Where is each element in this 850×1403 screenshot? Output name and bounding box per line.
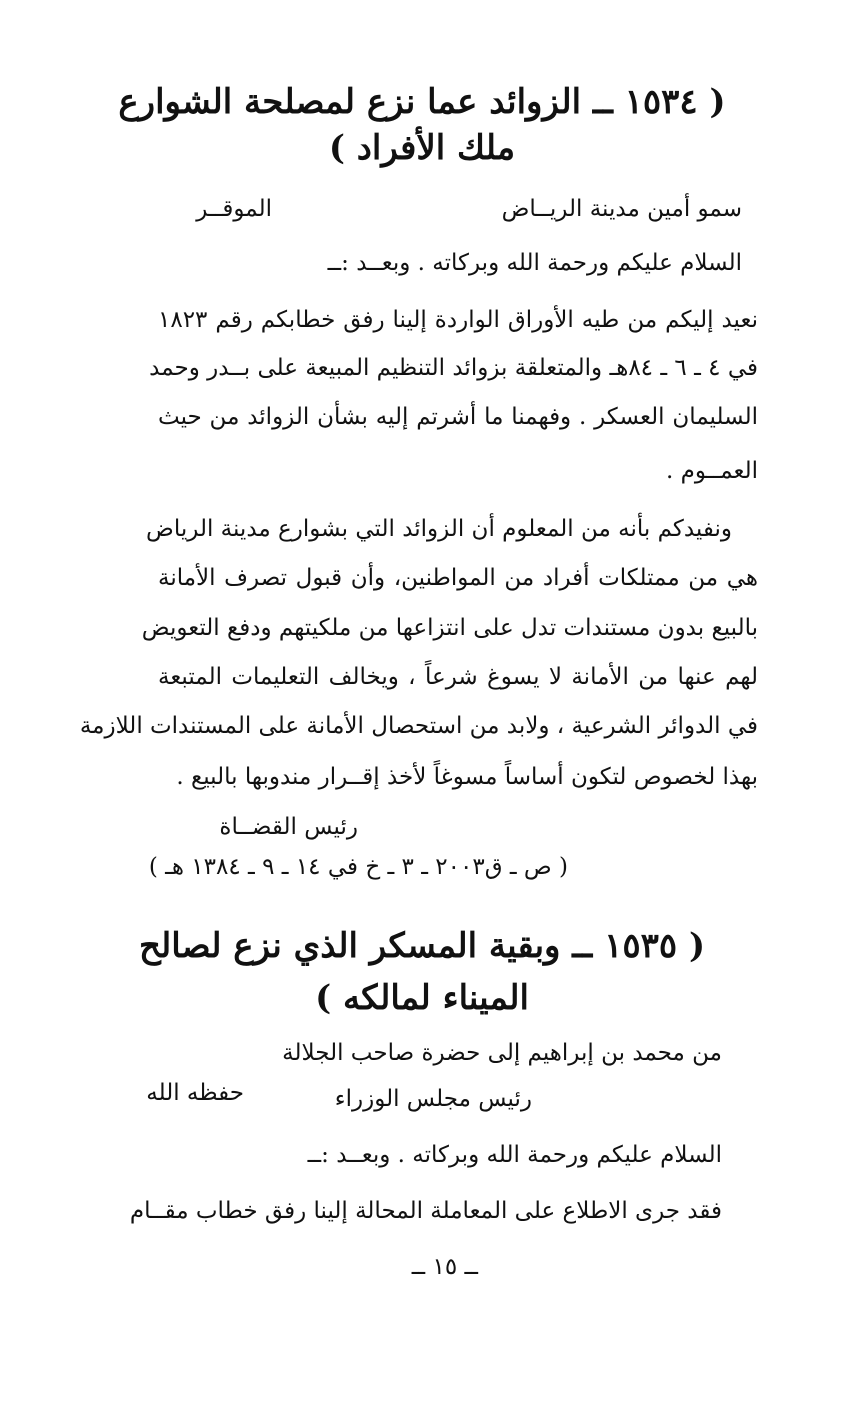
addressee: سمو أمين مدينة الريــاض: [501, 196, 742, 222]
paragraph-line: في ٤ ـ ٦ ـ ٨٤هـ والمتعلقة بزوائد التنظيم المبيعة على بــدر وحمد: [149, 355, 758, 381]
to-line: رئيس مجلس الوزراء: [334, 1086, 532, 1112]
paragraph-line: العمــوم .: [665, 458, 758, 484]
from-line: من محمد بن إبراهيم إلى حضرة صاحب الجلالة: [282, 1040, 722, 1066]
paragraph-line: بهذا لخصوص لتكون أساساً مسوغاً لأخذ إقــرار مندوبها بالبيع .: [176, 764, 758, 790]
paragraph-line: نعيد إليكم من طيه الأوراق الواردة إلينا رفق خطابكم رقم ١٨٢٣: [158, 307, 758, 333]
blessing: حفظه الله: [146, 1080, 244, 1106]
honorific: الموقــر: [196, 196, 272, 222]
paragraph-line: السليمان العسكر . وفهمنا ما أشرتم إليه بشأن الزوائد من حيث: [158, 404, 758, 430]
paragraph-line: بالبيع بدون مستندات تدل على انتزاعها من ملكيتهم ودفع التعويض: [141, 615, 758, 641]
section-1535-title-line2: الميناء لمالكه ): [315, 978, 529, 1018]
paragraph-line: فقد جرى الاطلاع على المعاملة المحالة إلينا رفق خطاب مقــام: [129, 1198, 722, 1224]
paragraph-line: هي من ممتلكات أفراد من المواطنين، وأن قبول تصرف الأمانة: [158, 565, 758, 591]
paragraph-line: لهم عنها من الأمانة لا يسوغ شرعاً ، ويخالف التعليمات المتبعة: [158, 664, 758, 690]
paragraph-line: في الدوائر الشرعية ، ولابد من استحصال الأمانة على المستندات اللازمة: [79, 713, 758, 739]
page-number: ــ ١٥ ــ: [411, 1254, 478, 1280]
paragraph-line: ونفيدكم بأنه من المعلوم أن الزوائد التي بشوارع مدينة الرياض: [146, 516, 732, 542]
section-1535-title-line1: ( ١٥٣٥ ــ وبقية المسكر الذي نزع لصالح: [138, 926, 706, 966]
greeting: السلام عليكم ورحمة الله وبركاته . وبعــد :ــ: [307, 1142, 722, 1168]
signature: رئيس القضــاة: [219, 814, 358, 840]
greeting: السلام عليكم ورحمة الله وبركاته . وبعــد :ــ: [327, 250, 742, 276]
section-1534-title-line2: ملك الأفراد ): [328, 128, 516, 168]
section-1534-title-line1: ( ١٥٣٤ ــ الزوائد عما نزع لمصلحة الشوارع: [118, 82, 726, 122]
reference: ( ص ـ ق٢٠٠٣ ـ ٣ ـ خ في ١٤ ـ ٩ ـ ١٣٨٤ هـ ): [148, 854, 568, 880]
